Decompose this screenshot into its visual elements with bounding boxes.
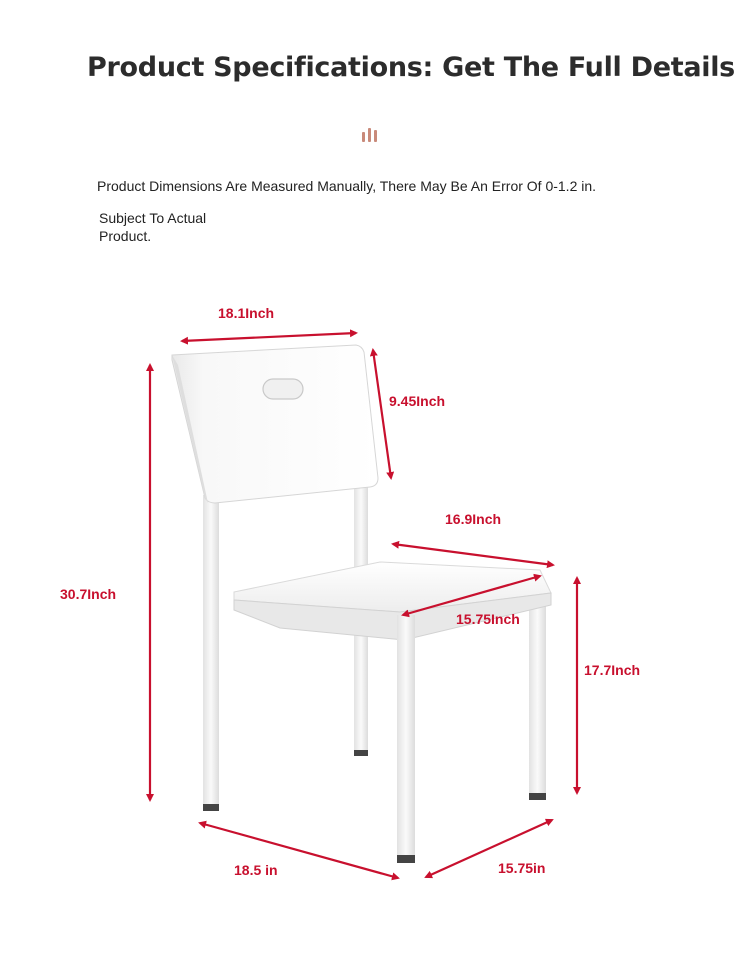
front-left-leg	[397, 615, 415, 860]
backrest	[172, 345, 378, 503]
seat-width-label: 16.9Inch	[445, 511, 502, 527]
back-left-leg	[203, 495, 219, 810]
front-left-foot	[397, 855, 415, 863]
base-width-arrow	[200, 823, 398, 878]
subject-note: Subject To Actual Product.	[99, 210, 207, 244]
seat-depth-label: 15.75Inch	[456, 611, 520, 627]
page-title: Product Specifications: Get The Full Details	[87, 52, 735, 83]
front-right-foot	[529, 793, 546, 800]
measurement-note: Product Dimensions Are Measured Manually, There May Be An Error Of 0-1.2 in.	[97, 178, 597, 194]
overall-height-label: 30.7Inch	[60, 586, 117, 602]
chair-illustration	[172, 345, 551, 863]
base-depth-label: 15.75in	[498, 860, 546, 876]
backrest-handle-hole	[263, 379, 303, 399]
back-height-label: 9.45Inch	[389, 393, 446, 409]
back-left-foot	[203, 804, 219, 811]
seat-width-arrow	[393, 544, 553, 565]
seat-height-label: 17.7Inch	[584, 662, 641, 678]
back-width-arrow	[182, 333, 356, 341]
back-width-label: 18.1Inch	[218, 305, 275, 321]
back-right-foot	[354, 750, 368, 756]
front-right-leg	[529, 600, 546, 798]
base-width-label: 18.5 in	[234, 862, 278, 878]
